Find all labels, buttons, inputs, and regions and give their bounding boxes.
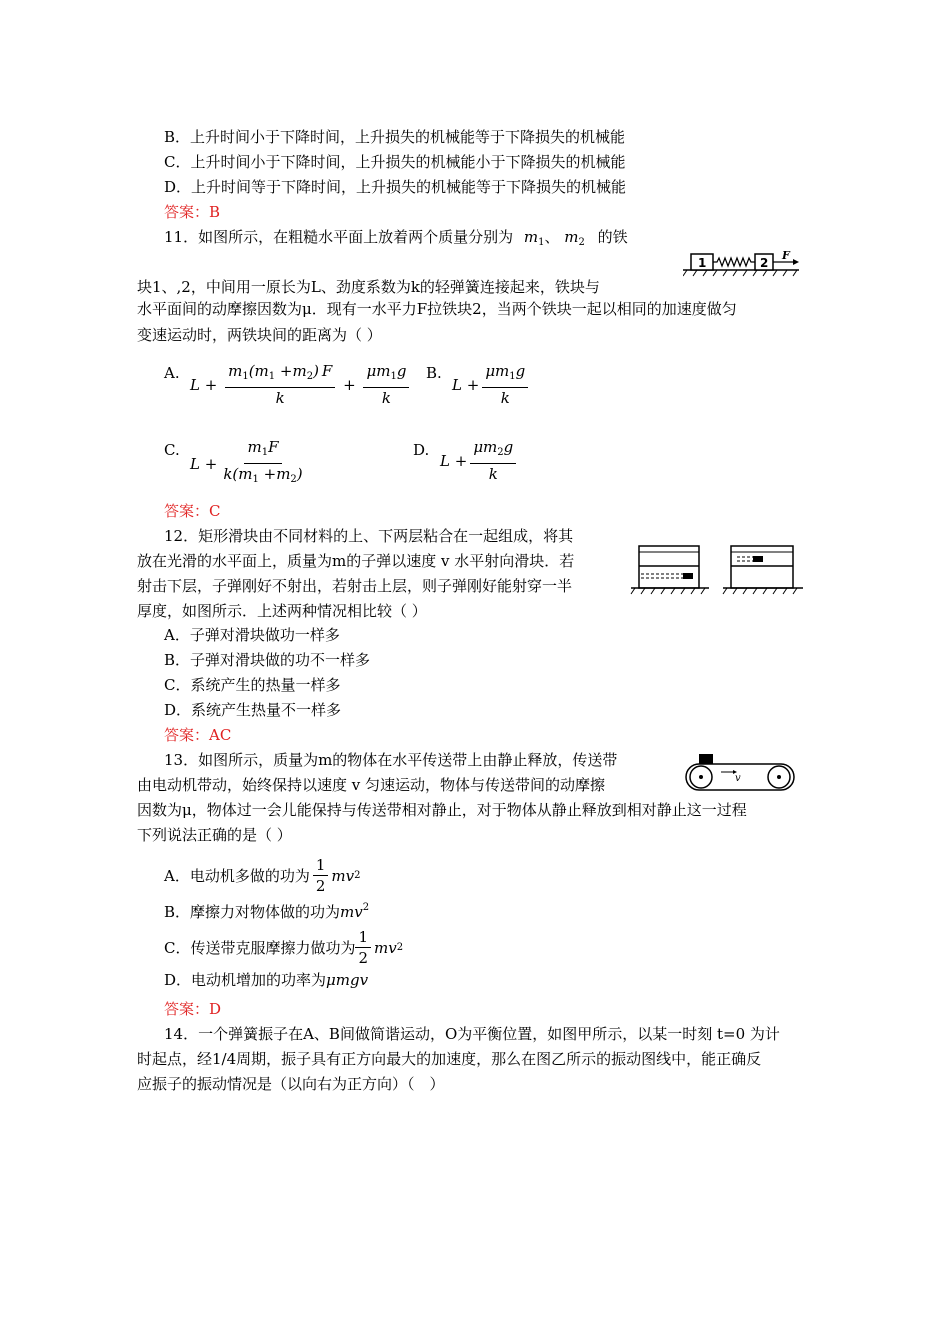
q11-block-1-label: 1 [698, 256, 707, 270]
q11-option-a-expr: L + $\frac{m_1(m_1 +m_2) F}{k}$ + $\frac{\mu m_1g}{k}$ [190, 362, 412, 407]
q13-option-b-expr: $mv^2$ [340, 902, 370, 921]
q11-line-3: 水平面间的动摩擦因数为μ．现有一水平力F拉铁块2，当两个铁块一起以相同的加速度做匀 [137, 300, 737, 318]
q12-option-d: D．系统产生热量不一样多 [164, 701, 342, 719]
q12-line-4: 厚度，如图所示．上述两种情况相比较（ ） [137, 602, 427, 620]
q11-spring [713, 258, 755, 266]
q11-spring-blocks-figure [683, 250, 803, 278]
q13-option-a [164, 856, 360, 895]
prev-option-c: C．上升时间小于下降时间，上升损失的机械能小于下降损失的机械能 [164, 153, 626, 171]
q11-m1: $m_1$ [523, 228, 545, 248]
prev-option-d: D．上升时间等于下降时间，上升损失的机械能等于下降损失的机械能 [164, 178, 627, 196]
q13-option-c-expr: $\frac{1}{2}$ mv 2 [355, 928, 403, 967]
q11-line-1-text: 11．如图所示，在粗糙水平面上放着两个质量分别为 [164, 228, 514, 246]
q12-layered-block-figure [625, 542, 809, 602]
q12-option-a: A．子弹对滑块做功一样多 [164, 626, 340, 644]
q13-conveyor-figure [685, 753, 795, 793]
q13-option-a-text: A．电动机多做的功为 [164, 866, 310, 885]
q11-line-1-tail: 的铁 [597, 228, 628, 246]
q11-option-c-label: C. [164, 441, 180, 459]
q11-option-d-label: D. [413, 441, 430, 459]
q13-line-2: 由电动机带动，始终保持以速度 v 匀速运动，物体与传送带间的动摩擦 [137, 776, 606, 794]
q13-velocity-label: v [735, 773, 741, 784]
q14-line-3: 应振子的振动情况是（以向右为正方向）（ ） [137, 1075, 445, 1093]
q11-answer: 答案：C [164, 502, 221, 520]
q12-line-3: 射击下层，子弹刚好不射出，若射击上层，则子弹刚好能射穿一半 [137, 577, 573, 595]
q13-object-block [699, 754, 713, 764]
q13-option-b [164, 898, 369, 922]
q12-bullet-upper [753, 556, 763, 562]
q13-option-d [164, 970, 368, 990]
q12-line-1: 12．矩形滑块由不同材料的上、下两层粘合在一起组成，将其 [164, 527, 574, 545]
prev-option-b: B．上升时间小于下降时间，上升损失的机械能等于下降损失的机械能 [164, 128, 626, 146]
prev-answer: 答案：B [164, 203, 221, 221]
q13-option-a-expr: $\frac{1}{2}$ mv 2 [310, 856, 361, 895]
q11-option-c-expr: L + $\frac{m_1F}{k(m_1 +m_2)}$ [190, 438, 303, 485]
q13-option-c [164, 928, 403, 967]
q13-option-d-expr: μmgv [326, 971, 369, 989]
q11-option-d-expr: L + $\frac{\mu m_2g}{k}$ [440, 438, 519, 483]
q13-line-4: 下列说法正确的是（ ） [137, 826, 292, 844]
q13-line-3: 因数为μ，物体过一会儿能保持与传送带相对静止，对于物体从静止释放到相对静止这一过程 [137, 801, 747, 819]
q13-option-b-text: B．摩擦力对物体做的功为 [164, 903, 341, 921]
q11-block-2-label: 2 [760, 256, 769, 270]
q11-option-b-expr: L + $\frac{\mu m_1g}{k}$ [452, 362, 531, 407]
q11-line-4: 变速运动时，两铁块间的距离为（ ） [137, 326, 382, 344]
q11-line-2: 块1、,2，中间用一原长为L、劲度系数为k的轻弹簧连接起来，铁块与 [137, 278, 600, 296]
q11-option-b-label: B. [426, 364, 442, 382]
q14-line-1: 14．一个弹簧振子在A、B间做简谐运动，O为平衡位置，如图甲所示，以某一时刻 t=0 为计 [164, 1025, 780, 1043]
q12-answer: 答案：AC [164, 726, 232, 744]
q11-line-1 [164, 227, 628, 253]
q13-answer: 答案：D [164, 1000, 222, 1018]
q13-option-c-text: C．传送带克服摩擦力做功为 [164, 938, 356, 957]
q12-option-c: C．系统产生的热量一样多 [164, 676, 341, 694]
q11-m2: $m_2$ [564, 228, 585, 248]
q14-line-2: 时起点，经1/4周期，振子具有正方向最大的加速度，那么在图乙所示的振动图线中，能正确反 [137, 1050, 762, 1068]
q11-sep: 、 [544, 228, 560, 246]
q12-line-2: 放在光滑的水平面上，质量为m的子弹以速度 v 水平射向滑块．若 [137, 552, 575, 570]
q11-force-label: F [782, 250, 790, 262]
q13-line-1: 13．如图所示，质量为m的物体在水平传送带上由静止释放，传送带 [164, 751, 618, 769]
q13-option-d-text: D．电动机增加的功率为 [164, 971, 327, 989]
q12-bullet-lower [683, 573, 693, 579]
q12-option-b: B．子弹对滑块做的功不一样多 [164, 651, 371, 669]
q11-option-a-label: A. [164, 364, 180, 382]
